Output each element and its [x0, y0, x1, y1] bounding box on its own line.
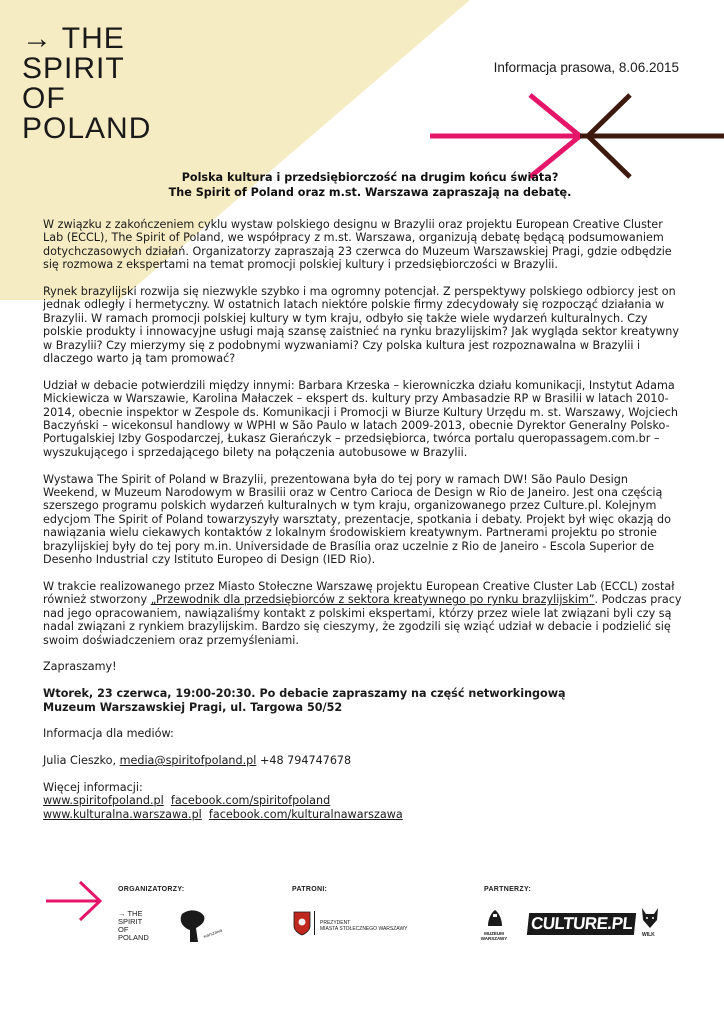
kulturalna-warszawa-link[interactable]: www.kulturalna.warszawa.pl: [43, 807, 202, 821]
spiritofpoland-link[interactable]: www.spiritofpoland.pl: [43, 794, 164, 808]
footer-arrow-icon: [44, 880, 104, 922]
press-release-body: [43, 218, 683, 835]
patron-divider: [314, 911, 315, 935]
organizers-label: ORGANIZATORZY:: [118, 886, 185, 893]
invite-text: Zapraszamy!: [43, 660, 117, 674]
event-details: [43, 687, 683, 714]
org-logo-line: POLAND: [118, 933, 149, 942]
more-info: [43, 781, 683, 821]
headline-line-1: Polska kultura i przedsiębiorczość na drugim końcu świata?: [181, 171, 559, 184]
museum-line-1: MUZEUM: [484, 931, 504, 936]
headline: [120, 170, 620, 200]
patron-line-1: PREZYDENT: [320, 920, 351, 926]
warsaw-coat-of-arms-icon: [292, 910, 312, 936]
spirit-of-poland-logo: [22, 24, 151, 144]
org-logo-line: → THE: [118, 909, 143, 918]
paragraph-participants: Udział w debacie potwierdzili między innymi: Barbara Krzeska – kierowniczka działu komunikacji, Instytut Adama Mickiewicza w Warszawie, Karolina Małaczek – ekspert ds. kultury przy Ambasadzie RP w Brasilii w latach 2010-2014, obecnie inspektor w Zespole ds. Komunikacji i Promocji w Biurze Kultury Urzędu m. st. Warszawy, Wojciech Baczyński – wicekonsul handlowy w WPHI w São Paulo w latach 2009-2013, obecnie Dyrektor Generalny Polsko-Portugalskiej Izby Gospodarczej, Łukasz Gierańczyk – przedsiębiorca, twórca portalu queropassagem.com.br – wyszukującego i sprzedającego bilety na połączenia autobusowe w Brazylii.: [43, 378, 678, 459]
museum-warszawy-logo: [478, 931, 510, 941]
org-logo-line: OF: [118, 925, 129, 934]
guide-text-before: W trakcie realizowanego przez Miasto Stołeczne Warszawę projektu European Creative Cluster Lab (ECCL) został również stworzony: [43, 579, 675, 607]
kulturalna-warszawa-logo: [176, 908, 223, 946]
guide-text-after: . Podczas pracy nad jego opracowaniem, nawiązaliśmy kontakt z polskimi ekspertami, którzy przez wiele lat związani byli czy są nadal związani z rynkiem brazylijskim. Bardzo się cieszymy, że zgodzili się wziąć udział w debacie i podzielić się swoim doświadczeniem oraz przemyśleniami.: [43, 593, 682, 647]
more-info-label: Więcej informacji:: [43, 780, 143, 794]
facebook-spiritofpoland-link[interactable]: facebook.com/spiritofpoland: [170, 794, 331, 808]
headline-line-2: The Spirit of Poland oraz m.st. Warszawa zapraszają na debatę.: [168, 186, 572, 199]
patron-text: [320, 920, 408, 932]
paragraph-intro: W związku z zakończeniem cyklu wystaw polskiego designu w Brazylii oraz projektu European Creative Cluster Lab (ECCL), The Spirit of Poland, we współpracy z m.st. Warszawa, organizują debatę będącą podsumowaniem dotychczasowych działań. Organizatorzy zapraszają 23 czerwca do Muzeum Warszawskiej Pragi, gdzie odbędzie się rozmowa z ekspertami na temat promocji polskiej kultury i przedsiębiorczości w Brazylii.: [43, 218, 672, 272]
paragraph-guide: [43, 580, 683, 647]
wilk-logo-text: WILK: [642, 932, 655, 938]
media-label: Informacja dla mediów:: [43, 727, 174, 741]
event-date-line: Wtorek, 23 czerwca, 19:00-20:30. Po debacie zapraszamy na część networkingową: [43, 687, 566, 701]
museum-line-2: WARSZAWY: [480, 936, 508, 941]
culture-pl-logo: CULTURE.PL: [527, 913, 637, 935]
patron-line-2: MIASTA STOŁECZNEGO WARSZAWY: [320, 926, 408, 932]
guide-link[interactable]: „Przewodnik dla przedsiębiorców z sektora kreatywnego po rynku brazylijskim”: [150, 593, 595, 607]
contact-phone: +48 794747678: [256, 754, 352, 768]
logo-line: POLAND: [22, 112, 152, 145]
svg-text:warszawa: warszawa: [202, 927, 223, 939]
contact-name: Julia Cieszko,: [43, 754, 120, 768]
wolf-icon: [640, 906, 660, 930]
facebook-kulturalnawarszawa-link[interactable]: facebook.com/kulturalnawarszawa: [208, 807, 403, 821]
logo-line: → THE: [22, 22, 125, 55]
logo-line: SPIRIT: [22, 52, 125, 85]
org-logo-line: SPIRIT: [118, 917, 143, 926]
partners-label: PARTNERZY:: [484, 886, 532, 893]
museum-warsaw-mermaid-icon: [484, 908, 506, 928]
press-release-date: Informacja prasowa, 8.06.2015: [493, 60, 679, 75]
organizer-spirit-logo: [118, 910, 149, 942]
logo-line: OF: [22, 82, 66, 115]
arrows-graphic: [430, 100, 724, 220]
paragraph-market: Rynek brazylijski rozwija się niezwykle szybko i ma ogromny potencjał. Z perspektywy polskiego odbiorcy jest on jednak odległy i hermetyczny. W ostatnich latach niektóre polskie firmy zdecydowały się rozpocząć działania w Brazylii. W ramach promocji polskiej kultury w tym kraju, odbyło się także wiele wydarzeń kulturalnych. Czy polskie produkty i innowacyjne usługi mają szansę zaistnieć na rynku brazylijskim? Jak wygląda sektor kreatywny w Brazylii? Czy mierzymy się z podobnymi wyzwaniami? Czy polska kultura jest rozpoznawalna w Brazylii i dlaczego warto ją tam promować?: [43, 285, 679, 366]
patrons-label: PATRONI:: [292, 886, 328, 893]
contact-email-link[interactable]: media@spiritofpoland.pl: [119, 754, 257, 768]
paragraph-exhibition: Wystawa The Spirit of Poland w Brazylii, prezentowana była do tej pory w ramach DW! São Paulo Design Weekend, w Muzeum Narodowym w Brasilii oraz w Centro Carioca de Design w Rio de Janeiro. Jest ona częścią szerszego programu polskich wydarzeń kulturalnych w tym kraju, organizowanego przez Culture.pl. Kolejnym edycjom The Spirit of Poland towarzyszyły warsztaty, prezentacje, spotkania i debaty. Projekt był więc okazją do nawiązania wielu ciekawych kontaktów z lokalnym środowiskiem kreatywnym. Partnerami projektu po stronie brazylijskiej były do tej pory m.in. Universidade de Brasília oraz uczelnie z Rio de Janeiro - Escola Superior de Desenho Industrial czy Istituto Europeo di Design (IED Rio).: [43, 472, 671, 567]
media-contact: [43, 754, 683, 767]
event-venue-line: Muzeum Warszawskiej Pragi, ul. Targowa 50/52: [43, 700, 343, 714]
